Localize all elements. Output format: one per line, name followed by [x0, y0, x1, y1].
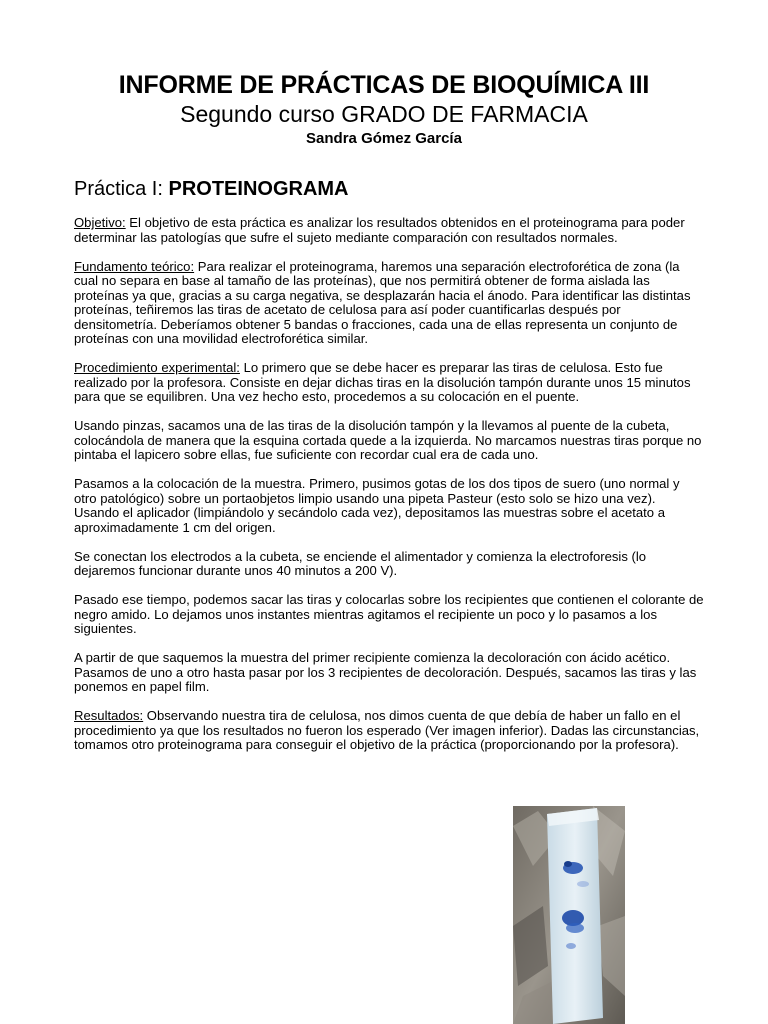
paragraph-label: Fundamento teórico:: [74, 258, 195, 274]
document-body: [74, 216, 704, 767]
paragraph-fundamento: [74, 260, 704, 347]
section-prefix: Práctica I:: [74, 178, 169, 200]
author-name: Sandra Gómez García: [306, 130, 462, 147]
paragraph-text: Pasado ese tiempo, podemos sacar las tiras y colocarlas sobre los recipientes que contienen el colorante de negro amido. Lo dejamos unos instantes mientras agitamos el recipiente un poco y lo pasamos a los siguientes.: [74, 592, 704, 636]
paragraph-text: Usando pinzas, sacamos una de las tiras de la disolución tampón y la llevamos al puente de la cubeta, colocándola de manera que la esquina cortada quede a la izquierda. No marcamos nuestras tiras porque no pintaba el lapicero sobre ellas, fue suficiente con recordar cual era de cada uno.: [74, 418, 702, 462]
document-subtitle: Segundo curso GRADO DE FARMACIA: [180, 101, 588, 127]
paragraph-text: A partir de que saquemos la muestra del primer recipiente comienza la decoloración con ácido acético. Pasamos de uno a otro hasta pasar por los 3 recipientes de decoloración. Después, sacamos las tiras y las ponemos en papel film.: [74, 650, 697, 694]
paragraph-pinzas: [74, 419, 704, 463]
paragraph-decoloracion: [74, 651, 704, 695]
paragraph-text: Lo primero que se debe hacer es preparar las tiras de celulosa. Esto fue realizado por la profesora. Consiste en dejar dichas tiras en la disolución tampón durante unos 15 minutos para que se equilibren. Una vez hecho esto, procedemos a su colocación en el puente.: [74, 360, 691, 404]
paragraph-label: Resultados:: [74, 708, 144, 723]
paragraph-text: Para realizar el proteinograma, haremos una separación electroforética de zona (la cual no separa en base al tamaño de las proteínas), que nos permitirá obtener de forma aislada las proteínas ya que, gracias a su carga negativa, se desplazarán hacia el ánodo. Para identificar las distintas proteínas, teñiremos las tiras de acetato de celulosa para así poder cuantificarlas después por densitometría. Deberíamos obtener 5 bandas o fracciones, cada una de ellas representa un conjunto de proteínas con una movilidad electroforética similar.: [74, 258, 691, 346]
paragraph-text: El objetivo de esta práctica es analizar los resultados obtenidos en el proteinograma para poder determinar las patologías que sufre el sujeto mediante comparación con resultados normales.: [74, 215, 685, 245]
paragraph-resultados: [74, 709, 704, 753]
paragraph-text: Se conectan los electrodos a la cubeta, se enciende el alimentador y comienza la electroforesis (lo dejaremos funcionar durante unos 40 minutos a 200 V).: [74, 548, 647, 578]
paragraph-label: Objetivo:: [74, 215, 126, 230]
paragraph-muestra: [74, 477, 704, 535]
paragraph-objetivo: [74, 216, 704, 245]
strip-photo-icon: [513, 806, 625, 1024]
section-name: PROTEINOGRAMA: [168, 178, 349, 200]
paragraph-label: Procedimiento experimental:: [74, 360, 240, 375]
electrophoresis-strip-photo: [513, 806, 625, 1024]
paragraph-electrodos: [74, 550, 704, 579]
paragraph-colorante: [74, 593, 704, 637]
document-title: INFORME DE PRÁCTICAS DE BIOQUÍMICA III: [118, 71, 650, 99]
paragraph-text: Observando nuestra tira de celulosa, nos dimos cuenta de que debía de haber un fallo en el procedimiento ya que los resultados no fueron los esperado (Ver imagen inferior). Dadas las circunstancias, tomamos otro proteinograma para conseguir el objetivo de la práctica (proporcionando por la profesora).: [74, 708, 700, 752]
paragraph-procedimiento: [74, 361, 704, 405]
section-heading: [74, 177, 348, 201]
paragraph-text: Pasamos a la colocación de la muestra. Primero, pusimos gotas de los dos tipos de suero (uno normal y otro patológico) sobre un portaobjetos limpio usando una pipeta Pasteur (esto solo se hizo una vez). Usando el aplicador (limpiándolo y secándolo cada vez), depositamos las muestras sobre el acetato a aproximadamente 1 cm del origen.: [74, 476, 680, 535]
